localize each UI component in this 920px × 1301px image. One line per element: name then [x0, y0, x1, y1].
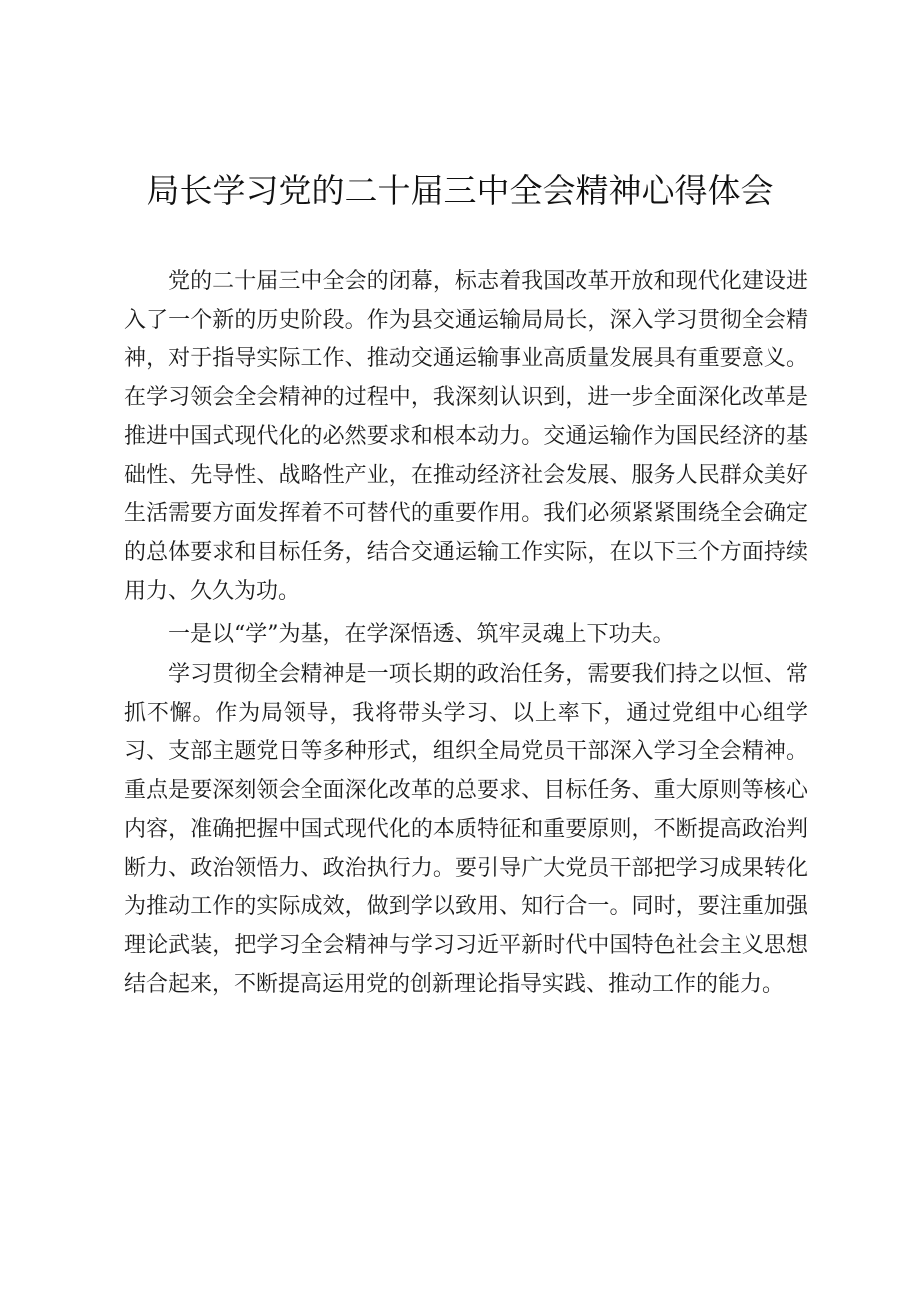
document-body: [124, 263, 808, 1004]
paragraph-section-heading: 一是以“学”为基，在学深悟透、筑牢灵魂上下功夫。: [168, 622, 675, 648]
document-title: 局长学习党的二十届三中全会精神心得体会: [146, 171, 774, 210]
paragraph-section-body: 学习贯彻全会精神是一项长期的政治任务，需要我们持之以恒、常抓不懈。作为局领导，我将带头学习、以上率下，通过党组中心组学习、支部主题党日等多种形式，组织全局党员干部深入学习全会精神。重点是要深刻领会全面深化改革的总要求、目标任务、重大原则等核心内容，准确把握中国式现代化的本质特征和重要原则，不断提高政治判断力、政治领悟力、政治执行力。要引导广大党员干部把学习成果转化为推动工作的实际成效，做到学以致用、知行合一。同时，要注重加强理论武装，把学习全会精神与学习习近平新时代中国特色社会主义思想结合起来，不断提高运用党的创新理论指导实践、推动工作的能力。: [124, 662, 808, 997]
paragraph-intro: 党的二十届三中全会的闭幕，标志着我国改革开放和现代化建设进入了一个新的历史阶段。作为县交通运输局局长，深入学习贯彻全会精神，对于指导实际工作、推动交通运输事业高质量发展具有重要意义。在学习领会全会精神的过程中，我深刻认识到，进一步全面深化改革是推进中国式现代化的必然要求和根本动力。交通运输作为国民经济的基础性、先导性、战略性产业，在推动经济社会发展、服务人民群众美好生活需要方面发挥着不可替代的重要作用。我们必须紧紧围绕全会确定的总体要求和目标任务，结合交通运输工作实际，在以下三个方面持续用力、久久为功。: [124, 269, 808, 604]
